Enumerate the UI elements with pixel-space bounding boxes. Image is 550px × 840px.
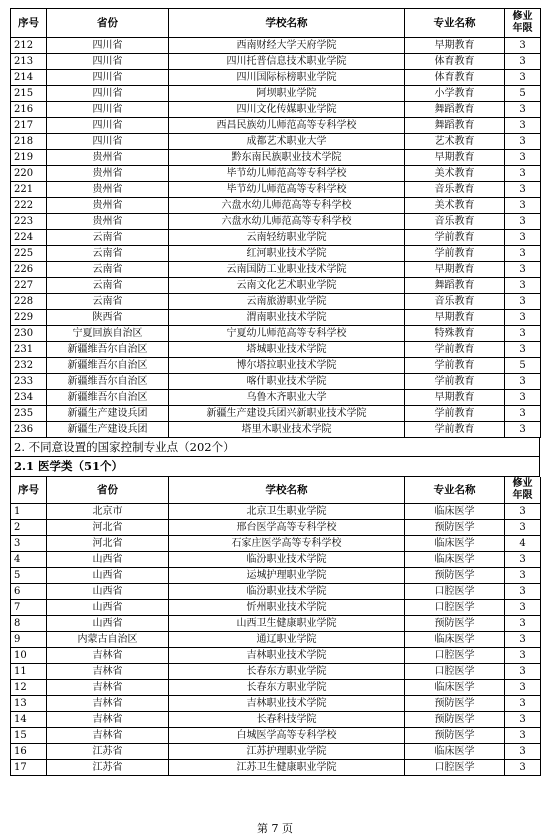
cell-years: 3 [505, 712, 541, 728]
cell-province: 贵州省 [47, 198, 169, 214]
cell-major: 临床医学 [405, 744, 505, 760]
cell-years: 3 [505, 616, 541, 632]
cell-major: 预防医学 [405, 728, 505, 744]
cell-years: 3 [505, 246, 541, 262]
table-row [11, 342, 541, 358]
cell-major: 预防医学 [405, 616, 505, 632]
schools-table-education [10, 8, 541, 438]
cell-school: 运城护理职业学院 [169, 568, 405, 584]
cell-school: 六盘水幼儿师范高等专科学校 [169, 198, 405, 214]
cell-school: 喀什职业技术学院 [169, 374, 405, 390]
cell-years: 3 [505, 198, 541, 214]
table-row [11, 134, 541, 150]
cell-years: 3 [505, 600, 541, 616]
table-row [11, 728, 541, 744]
cell-no: 215 [11, 86, 47, 102]
cell-major: 学前教育 [405, 374, 505, 390]
table-row [11, 374, 541, 390]
cell-major: 口腔医学 [405, 648, 505, 664]
table-row [11, 712, 541, 728]
table-row [11, 552, 541, 568]
cell-years: 3 [505, 584, 541, 600]
table-body [11, 504, 541, 776]
cell-no: 214 [11, 70, 47, 86]
cell-school: 塔里木职业技术学院 [169, 422, 405, 438]
cell-school: 渭南职业技术学院 [169, 310, 405, 326]
cell-no: 221 [11, 182, 47, 198]
cell-no: 1 [11, 504, 47, 520]
cell-province: 四川省 [47, 102, 169, 118]
cell-years: 3 [505, 520, 541, 536]
header-years-line1: 修业 [512, 11, 533, 22]
table-row [11, 326, 541, 342]
cell-school: 云南文化艺术职业学院 [169, 278, 405, 294]
cell-major: 美术教育 [405, 166, 505, 182]
cell-major: 学前教育 [405, 230, 505, 246]
header-no: 序号 [11, 9, 47, 38]
cell-major: 口腔医学 [405, 584, 505, 600]
table-row [11, 118, 541, 134]
cell-no: 9 [11, 632, 47, 648]
table-row [11, 278, 541, 294]
cell-major: 口腔医学 [405, 664, 505, 680]
table-row [11, 198, 541, 214]
cell-school: 乌鲁木齐职业大学 [169, 390, 405, 406]
cell-major: 体育教育 [405, 70, 505, 86]
cell-major: 小学教育 [405, 86, 505, 102]
cell-years: 3 [505, 696, 541, 712]
cell-province: 吉林省 [47, 680, 169, 696]
document-page [10, 8, 540, 776]
cell-years: 3 [505, 664, 541, 680]
cell-school: 长春东方职业学院 [169, 664, 405, 680]
cell-years: 3 [505, 760, 541, 776]
cell-major: 临床医学 [405, 536, 505, 552]
cell-school: 六盘水幼儿师范高等专科学校 [169, 214, 405, 230]
cell-major: 临床医学 [405, 552, 505, 568]
cell-no: 3 [11, 536, 47, 552]
cell-years: 3 [505, 648, 541, 664]
cell-major: 预防医学 [405, 520, 505, 536]
cell-school: 毕节幼儿师范高等专科学校 [169, 182, 405, 198]
cell-province: 北京市 [47, 504, 169, 520]
cell-no: 225 [11, 246, 47, 262]
cell-province: 河北省 [47, 536, 169, 552]
cell-no: 2 [11, 520, 47, 536]
header-years [505, 477, 541, 504]
cell-major: 早期教育 [405, 310, 505, 326]
page-number: 第 7 页 [257, 822, 293, 835]
header-province: 省份 [47, 477, 169, 504]
cell-province: 四川省 [47, 70, 169, 86]
cell-years: 3 [505, 568, 541, 584]
cell-years: 3 [505, 278, 541, 294]
table-row [11, 358, 541, 374]
cell-province: 四川省 [47, 134, 169, 150]
cell-years: 3 [505, 342, 541, 358]
cell-major: 舞蹈教育 [405, 102, 505, 118]
cell-major: 音乐教育 [405, 294, 505, 310]
cell-years: 3 [505, 134, 541, 150]
cell-years: 3 [505, 118, 541, 134]
table-row [11, 760, 541, 776]
cell-major: 舞蹈教育 [405, 118, 505, 134]
cell-no: 17 [11, 760, 47, 776]
cell-no: 16 [11, 744, 47, 760]
table-header-row [11, 9, 541, 38]
cell-no: 12 [11, 680, 47, 696]
table-row [11, 86, 541, 102]
cell-no: 11 [11, 664, 47, 680]
cell-major: 美术教育 [405, 198, 505, 214]
table-row [11, 406, 541, 422]
cell-school: 临汾职业技术学院 [169, 552, 405, 568]
cell-no: 7 [11, 600, 47, 616]
cell-province: 云南省 [47, 262, 169, 278]
cell-province: 河北省 [47, 520, 169, 536]
header-major: 专业名称 [405, 477, 505, 504]
cell-province: 吉林省 [47, 712, 169, 728]
cell-years: 3 [505, 310, 541, 326]
section-2-1-title: 2.1 医学类（51个） [10, 457, 540, 477]
cell-no: 230 [11, 326, 47, 342]
cell-province: 新疆维吾尔自治区 [47, 342, 169, 358]
header-years-line1: 修业 [512, 478, 533, 489]
cell-years: 3 [505, 552, 541, 568]
table-row [11, 102, 541, 118]
cell-province: 陕西省 [47, 310, 169, 326]
cell-school: 长春科技学院 [169, 712, 405, 728]
table-body [11, 38, 541, 438]
cell-major: 临床医学 [405, 504, 505, 520]
cell-years: 3 [505, 406, 541, 422]
cell-no: 228 [11, 294, 47, 310]
cell-school: 吉林职业技术学院 [169, 696, 405, 712]
cell-no: 219 [11, 150, 47, 166]
table-row [11, 166, 541, 182]
cell-major: 早期教育 [405, 390, 505, 406]
cell-school: 宁夏幼儿师范高等专科学校 [169, 326, 405, 342]
header-years [505, 9, 541, 38]
cell-no: 227 [11, 278, 47, 294]
cell-school: 吉林职业技术学院 [169, 648, 405, 664]
cell-years: 3 [505, 680, 541, 696]
table-row [11, 504, 541, 520]
table-row [11, 230, 541, 246]
cell-province: 贵州省 [47, 182, 169, 198]
table-row [11, 294, 541, 310]
cell-province: 新疆生产建设兵团 [47, 422, 169, 438]
cell-years: 3 [505, 70, 541, 86]
cell-no: 235 [11, 406, 47, 422]
table-row [11, 422, 541, 438]
table-row [11, 520, 541, 536]
cell-no: 223 [11, 214, 47, 230]
cell-no: 5 [11, 568, 47, 584]
cell-province: 云南省 [47, 278, 169, 294]
table-row [11, 246, 541, 262]
cell-province: 四川省 [47, 38, 169, 54]
cell-major: 特殊教育 [405, 326, 505, 342]
cell-no: 220 [11, 166, 47, 182]
cell-major: 学前教育 [405, 342, 505, 358]
cell-province: 山西省 [47, 552, 169, 568]
cell-years: 3 [505, 632, 541, 648]
table-row [11, 262, 541, 278]
cell-major: 学前教育 [405, 246, 505, 262]
cell-major: 音乐教育 [405, 182, 505, 198]
table-row [11, 600, 541, 616]
cell-years: 3 [505, 182, 541, 198]
cell-school: 黔东南民族职业技术学院 [169, 150, 405, 166]
cell-school: 塔城职业技术学院 [169, 342, 405, 358]
table-row [11, 632, 541, 648]
cell-major: 早期教育 [405, 262, 505, 278]
cell-years: 3 [505, 38, 541, 54]
header-school: 学校名称 [169, 9, 405, 38]
cell-major: 临床医学 [405, 680, 505, 696]
cell-province: 贵州省 [47, 214, 169, 230]
cell-school: 阿坝职业学院 [169, 86, 405, 102]
cell-years: 3 [505, 422, 541, 438]
table-row [11, 616, 541, 632]
schools-table-medical [10, 477, 541, 776]
cell-province: 江苏省 [47, 760, 169, 776]
table-row [11, 70, 541, 86]
cell-province: 云南省 [47, 294, 169, 310]
cell-school: 红河职业技术学院 [169, 246, 405, 262]
cell-no: 217 [11, 118, 47, 134]
cell-school: 云南国防工业职业技术学院 [169, 262, 405, 278]
cell-no: 10 [11, 648, 47, 664]
cell-school: 西昌民族幼儿师范高等专科学校 [169, 118, 405, 134]
cell-province: 山西省 [47, 616, 169, 632]
header-major: 专业名称 [405, 9, 505, 38]
cell-no: 218 [11, 134, 47, 150]
cell-major: 音乐教育 [405, 214, 505, 230]
cell-school: 云南轻纺职业学院 [169, 230, 405, 246]
cell-school: 山西卫生健康职业学院 [169, 616, 405, 632]
cell-school: 毕节幼儿师范高等专科学校 [169, 166, 405, 182]
cell-major: 早期教育 [405, 38, 505, 54]
cell-years: 3 [505, 326, 541, 342]
cell-province: 吉林省 [47, 728, 169, 744]
table-header-row [11, 477, 541, 504]
cell-province: 云南省 [47, 230, 169, 246]
cell-province: 宁夏回族自治区 [47, 326, 169, 342]
cell-school: 邢台医学高等专科学校 [169, 520, 405, 536]
cell-no: 212 [11, 38, 47, 54]
cell-years: 3 [505, 54, 541, 70]
cell-years: 3 [505, 102, 541, 118]
cell-no: 232 [11, 358, 47, 374]
cell-major: 预防医学 [405, 712, 505, 728]
cell-no: 222 [11, 198, 47, 214]
cell-school: 四川文化传媒职业学院 [169, 102, 405, 118]
table-row [11, 680, 541, 696]
cell-years: 3 [505, 294, 541, 310]
header-school: 学校名称 [169, 477, 405, 504]
cell-school: 成都艺术职业大学 [169, 134, 405, 150]
cell-major: 预防医学 [405, 568, 505, 584]
cell-years: 3 [505, 262, 541, 278]
cell-years: 3 [505, 504, 541, 520]
table-row [11, 664, 541, 680]
cell-years: 3 [505, 230, 541, 246]
header-no: 序号 [11, 477, 47, 504]
cell-major: 体育教育 [405, 54, 505, 70]
cell-years: 3 [505, 744, 541, 760]
cell-years: 3 [505, 166, 541, 182]
cell-no: 13 [11, 696, 47, 712]
cell-province: 新疆维吾尔自治区 [47, 390, 169, 406]
section-2-title: 2. 不同意设置的国家控制专业点（202个） [10, 438, 540, 457]
table-row [11, 214, 541, 230]
header-years-line2: 年限 [512, 23, 533, 34]
cell-school: 临汾职业技术学院 [169, 584, 405, 600]
cell-no: 213 [11, 54, 47, 70]
cell-province: 吉林省 [47, 664, 169, 680]
cell-no: 216 [11, 102, 47, 118]
cell-province: 贵州省 [47, 150, 169, 166]
cell-no: 14 [11, 712, 47, 728]
table-row [11, 584, 541, 600]
cell-province: 吉林省 [47, 696, 169, 712]
cell-school: 石家庄医学高等专科学校 [169, 536, 405, 552]
cell-province: 四川省 [47, 86, 169, 102]
cell-major: 临床医学 [405, 632, 505, 648]
cell-major: 学前教育 [405, 406, 505, 422]
cell-no: 4 [11, 552, 47, 568]
cell-province: 江苏省 [47, 744, 169, 760]
cell-school: 四川国际标榜职业学院 [169, 70, 405, 86]
cell-major: 舞蹈教育 [405, 278, 505, 294]
cell-province: 山西省 [47, 600, 169, 616]
cell-no: 224 [11, 230, 47, 246]
cell-school: 新疆生产建设兵团兴新职业技术学院 [169, 406, 405, 422]
cell-years: 3 [505, 214, 541, 230]
cell-province: 云南省 [47, 246, 169, 262]
cell-years: 5 [505, 86, 541, 102]
cell-no: 233 [11, 374, 47, 390]
cell-major: 早期教育 [405, 150, 505, 166]
cell-major: 口腔医学 [405, 760, 505, 776]
cell-years: 3 [505, 390, 541, 406]
header-province: 省份 [47, 9, 169, 38]
cell-years: 3 [505, 150, 541, 166]
table-row [11, 648, 541, 664]
cell-no: 234 [11, 390, 47, 406]
cell-school: 博尔塔拉职业技术学院 [169, 358, 405, 374]
table-row [11, 310, 541, 326]
cell-school: 忻州职业技术学院 [169, 600, 405, 616]
table-row [11, 54, 541, 70]
cell-school: 江苏卫生健康职业学院 [169, 760, 405, 776]
cell-province: 新疆维吾尔自治区 [47, 374, 169, 390]
cell-no: 8 [11, 616, 47, 632]
cell-school: 四川托普信息技术职业学院 [169, 54, 405, 70]
cell-no: 229 [11, 310, 47, 326]
table-row [11, 38, 541, 54]
cell-years: 3 [505, 374, 541, 390]
cell-major: 学前教育 [405, 422, 505, 438]
cell-no: 236 [11, 422, 47, 438]
cell-school: 西南财经大学天府学院 [169, 38, 405, 54]
cell-no: 15 [11, 728, 47, 744]
cell-school: 江苏护理职业学院 [169, 744, 405, 760]
cell-school: 白城医学高等专科学校 [169, 728, 405, 744]
table-row [11, 182, 541, 198]
cell-province: 新疆生产建设兵团 [47, 406, 169, 422]
cell-province: 四川省 [47, 54, 169, 70]
cell-province: 新疆维吾尔自治区 [47, 358, 169, 374]
table-row [11, 744, 541, 760]
cell-school: 通辽职业学院 [169, 632, 405, 648]
cell-major: 艺术教育 [405, 134, 505, 150]
cell-school: 云南旅游职业学院 [169, 294, 405, 310]
table-row [11, 696, 541, 712]
table-row [11, 150, 541, 166]
cell-years: 5 [505, 358, 541, 374]
cell-major: 学前教育 [405, 358, 505, 374]
table-row [11, 390, 541, 406]
cell-province: 贵州省 [47, 166, 169, 182]
cell-years: 3 [505, 728, 541, 744]
cell-province: 山西省 [47, 584, 169, 600]
cell-no: 6 [11, 584, 47, 600]
table-row [11, 568, 541, 584]
cell-province: 吉林省 [47, 648, 169, 664]
cell-school: 长春东方职业学院 [169, 680, 405, 696]
cell-no: 226 [11, 262, 47, 278]
cell-major: 口腔医学 [405, 600, 505, 616]
header-years-line2: 年限 [512, 490, 533, 501]
cell-province: 四川省 [47, 118, 169, 134]
cell-years: 4 [505, 536, 541, 552]
cell-province: 内蒙古自治区 [47, 632, 169, 648]
cell-province: 山西省 [47, 568, 169, 584]
table-row [11, 536, 541, 552]
cell-no: 231 [11, 342, 47, 358]
cell-school: 北京卫生职业学院 [169, 504, 405, 520]
cell-major: 预防医学 [405, 696, 505, 712]
